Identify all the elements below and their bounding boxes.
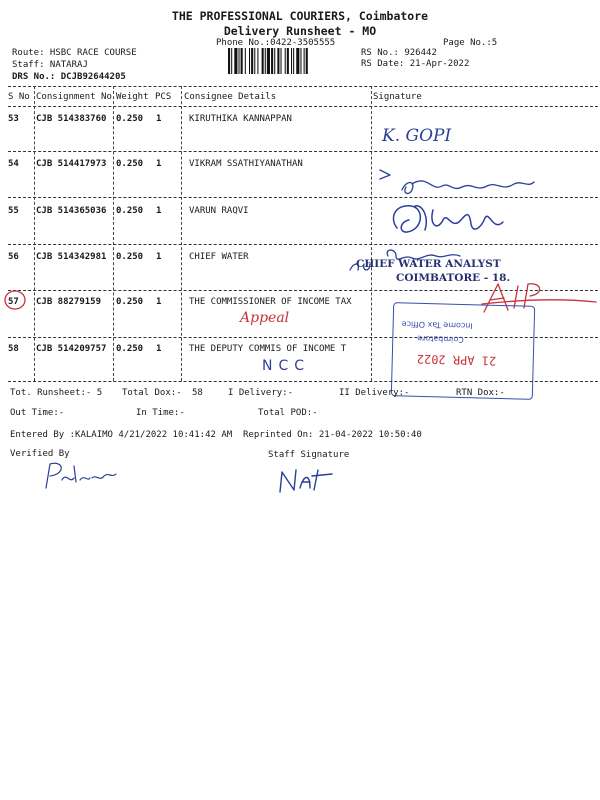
row-consignee: THE COMMISSIONER OF INCOME TAX: [189, 297, 352, 307]
row-weight: 0.250: [116, 252, 144, 262]
barcode-bar: [245, 48, 246, 74]
income-tax-stamp-line2: Coimbatore: [417, 333, 464, 345]
table-top-rule: [8, 86, 598, 87]
row-consignment: CJB 88279159: [36, 297, 102, 307]
column-header-consignment: Consignment No: [36, 92, 112, 102]
row-weight: 0.250: [116, 297, 144, 307]
barcode-bar: [300, 48, 301, 74]
verifier-signature: [40, 458, 120, 492]
barcode-bar: [228, 48, 230, 74]
row-sno: 56: [8, 252, 19, 262]
table-header-rule: [8, 106, 598, 107]
income-tax-stamp: [391, 302, 535, 400]
out-time-label: Out Time:-: [10, 408, 65, 418]
barcode-bar: [231, 48, 232, 74]
red-circle-mark: [2, 287, 28, 313]
row-consignee: VARUN RAQVI: [189, 206, 249, 216]
barcode-bar: [234, 48, 237, 74]
income-tax-stamp-date: 21 APR 2022: [416, 351, 497, 368]
barcode-bar: [287, 48, 289, 74]
barcode-bar: [291, 48, 292, 74]
column-header-weight: Weight: [116, 92, 149, 102]
total-pod-label: Total POD:-: [258, 408, 318, 418]
page-number: Page No.:5: [443, 38, 498, 48]
barcode-bar: [267, 48, 270, 74]
rs-number: RS No.: 926442: [361, 48, 437, 58]
rs-date: RS Date: 21-Apr-2022: [361, 59, 470, 69]
barcode-image: [228, 48, 354, 74]
barcode-bar: [249, 48, 250, 74]
barcode-bar: [285, 48, 286, 74]
column-header-consignee: Consignee Details: [184, 92, 277, 102]
handwritten-signature-gopi: K. GOPI: [382, 126, 452, 146]
row-sno: 58: [8, 344, 19, 354]
in-time-label: In Time:-: [136, 408, 185, 418]
document-title: Delivery Runsheet - MO: [223, 24, 377, 38]
barcode-bar: [251, 48, 253, 74]
column-header-sno: S No: [8, 92, 30, 102]
row-weight: 0.250: [116, 159, 144, 169]
row-consignee: THE DEPUTY COMMIS OF INCOME T: [189, 344, 347, 354]
total-runsheet: Tot. Runsheet:- 5: [10, 388, 103, 398]
column-header-pcs: PCS: [155, 92, 172, 102]
row-weight: 0.250: [116, 344, 144, 354]
total-dox-label: Total Dox:-: [122, 388, 182, 398]
handwritten-signature: [385, 198, 525, 240]
row-consignment: CJB 514209757: [36, 344, 107, 354]
second-delivery-label: II Delivery:-: [339, 388, 410, 398]
staff-label: Staff: NATARAJ: [12, 60, 88, 70]
barcode-bar: [296, 48, 299, 74]
income-tax-stamp-line1: Income Tax Office: [401, 319, 473, 331]
verified-by-label: Verified By: [10, 449, 70, 459]
chief-water-stamp-line2: COIMBATORE - 18.: [396, 272, 511, 284]
staff-signature-label: Staff Signature: [268, 450, 350, 460]
handwritten-ncc-note: NCC: [262, 358, 311, 374]
reprinted-on: Reprinted On: 21-04-2022 10:50:40: [243, 430, 422, 440]
row-pcs: 1: [156, 344, 162, 354]
phone-number: Phone No.:0422-3505555: [216, 38, 336, 48]
barcode-bar: [271, 48, 273, 74]
barcode-bar: [274, 48, 275, 74]
barcode-bar: [265, 48, 266, 74]
staff-signature: [276, 464, 336, 496]
row-weight: 0.250: [116, 206, 144, 216]
row-pcs: 1: [156, 206, 162, 216]
table-bottom-rule: [8, 381, 598, 382]
row-consignee: KIRUTHIKA KANNAPPAN: [189, 114, 292, 124]
barcode-bar: [293, 48, 294, 74]
barcode-bar: [262, 48, 264, 74]
barcode-bar: [241, 48, 243, 74]
company-name: THE PROFESSIONAL COURIERS, Coimbatore: [171, 9, 429, 23]
total-dox-value: 58: [192, 388, 203, 398]
row-consignee: VIKRAM SSATHIYANATHAN: [189, 159, 303, 169]
row-consignment: CJB 514365036: [36, 206, 107, 216]
handwritten-signature: [372, 162, 552, 202]
row-consignment: CJB 514342981: [36, 252, 107, 262]
barcode-bar: [254, 48, 255, 74]
row-sno: 53: [8, 114, 19, 124]
row-pcs: 1: [156, 252, 162, 262]
row-sno: 55: [8, 206, 19, 216]
column-header-signature: Signature: [373, 92, 422, 102]
entered-by: Entered By :KALAIMO 4/21/2022 10:41:42 AM: [10, 430, 233, 440]
barcode-bar: [304, 48, 305, 74]
row-pcs: 1: [156, 114, 162, 124]
barcode-bar: [277, 48, 279, 74]
row-weight: 0.250: [116, 114, 144, 124]
row-separator: [8, 151, 598, 152]
row-consignment: CJB 514417973: [36, 159, 107, 169]
row-sno: 57: [8, 297, 19, 307]
row-pcs: 1: [156, 159, 162, 169]
barcode-bar: [281, 48, 282, 74]
chief-water-stamp-line1: CHIEF WATER ANALYST: [356, 258, 501, 270]
row-consignee: CHIEF WATER: [189, 252, 249, 262]
drs-number: DRS No.: DCJB92644205: [12, 72, 126, 82]
first-delivery-label: I Delivery:-: [228, 388, 294, 398]
handwritten-appeal-note: Appeal: [240, 310, 290, 326]
barcode-bar: [306, 48, 308, 74]
row-pcs: 1: [156, 297, 162, 307]
route-label: Route: HSBC RACE COURSE: [12, 48, 137, 58]
row-sno: 54: [8, 159, 19, 169]
return-dox-label: RTN Dox:-: [456, 388, 505, 398]
barcode-bar: [239, 48, 240, 74]
barcode-bar: [257, 48, 258, 74]
row-consignment: CJB 514383760: [36, 114, 107, 124]
row-separator: [8, 244, 598, 245]
